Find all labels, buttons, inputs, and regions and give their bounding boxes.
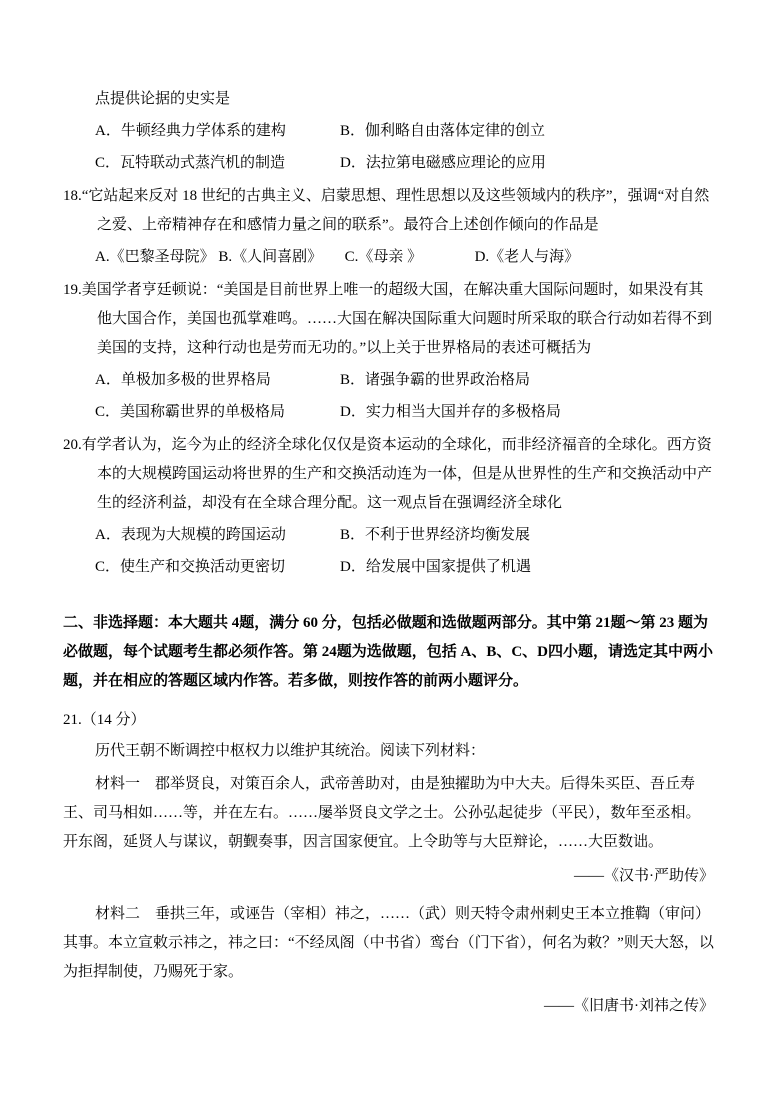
question-18-text: “它站起来反对 18 世纪的古典主义、启蒙思想、理性思想以及这些领域内的秩序”，强调“对自然之爱、上帝精神存在和感情力量之间的联系”。最符合上述创作倾向的作品是 — [81, 188, 710, 233]
question-18-number: 18. — [63, 188, 82, 204]
option-17-b: B．伽利略自由落体定律的创立 — [340, 123, 546, 139]
question-19-options-row-2 — [63, 398, 714, 427]
question-20-options-row-2 — [63, 553, 714, 582]
question-21-intro: 历代王朝不断调控中枢权力以维护其统治。阅读下列材料： — [95, 743, 486, 759]
question-21-material-2: 材料二 垂拱三年，或诬告（宰相）祎之，……（武）则天特令肃州刺史王本立推鞫（审问）其事。本立宣敕示祎之，祎之曰：“不经凤阁（中书省）鸾台（门下省），何名为敕？”则天大怒，以为拒捍制使，乃赐死于家。 — [63, 906, 714, 980]
question-20-options-row-1 — [63, 521, 714, 550]
question-21-material-1: 材料一 郡举贤良，对策百余人，武帝善助对，由是独擢助为中大夫。后得朱买臣、吾丘寿王、司马相如……等，并在左右。……屡举贤良文学之士。公孙弘起徒步（平民），数年至丞相。开东阁，延贤人与谋议，朝觐奏事，因言国家便宜。上令助等与大臣辩论，……大臣数诎。 — [63, 776, 701, 850]
question-18-options: A.《巴黎圣母院》 B.《人间喜剧》 C.《母亲 》 D.《老人与海》 — [95, 249, 580, 265]
question-21-source-2: ——《旧唐书·刘祎之传》 — [544, 998, 714, 1014]
question-19 — [63, 276, 714, 363]
option-17-a: A．牛顿经典力学体系的建构 — [95, 123, 286, 139]
question-19-number: 19. — [63, 282, 82, 298]
option-17-d: D．法拉第电磁感应理论的应用 — [340, 155, 546, 171]
question-21-number-line — [63, 706, 714, 735]
option-19-a: A．单极加多极的世界格局 — [95, 372, 271, 388]
question-20 — [63, 431, 714, 518]
option-19-d: D．实力相当大国并存的多极格局 — [340, 404, 561, 420]
option-20-c: C．使生产和交换活动更密切 — [95, 559, 286, 575]
option-19-c: C．美国称霸世界的单极格局 — [95, 404, 286, 420]
section-2-header: 二、非选择题：本大题共 4题，满分 60 分，包括必做题和选做题两部分。其中第 21题～第 23 题为必做题，每个试题考生都必须作答。第 24题为选做题，包括 A、B、C、D四小题，请选定其中两小题，并在相应的答题区域内作答。若多做，则按作答的前两小题评分。 — [63, 615, 714, 689]
question-17-stem-tail: 点提供论据的史实是 — [95, 91, 231, 107]
option-20-d: D．给发展中国家提供了机遇 — [340, 559, 531, 575]
question-18 — [63, 182, 714, 240]
question-21-source-1: ——《汉书·严助传》 — [574, 868, 714, 884]
option-20-a: A．表现为大规模的跨国运动 — [95, 527, 286, 543]
question-20-text: 有学者认为，迄今为止的经济全球化仅仅是资本运动的全球化，而非经济福音的全球化。西方资本的大规模跨国运动将世界的生产和交换活动连为一体，但是从世界性的生产和交换活动中产生的经济利益，却没有在全球合理分配。这一观点旨在强调经济全球化 — [81, 437, 713, 511]
option-19-b: B．诸强争霸的世界政治格局 — [340, 372, 531, 388]
question-20-number: 20. — [63, 437, 82, 453]
question-21-score: （14 分） — [81, 712, 146, 728]
option-17-c: C．瓦特联动式蒸汽机的制造 — [95, 155, 286, 171]
question-17-options-row-2 — [63, 149, 714, 178]
question-19-options-row-1 — [63, 366, 714, 395]
question-21-number: 21. — [63, 712, 82, 728]
question-17-options-row-1 — [63, 117, 714, 146]
option-20-b: B．不利于世界经济均衡发展 — [340, 527, 531, 543]
question-19-text: 美国学者亨廷顿说：“美国是目前世界上唯一的超级大国，在解决重大国际问题时，如果没有其他大国合作，美国也孤掌难鸣。……大国在解决国际重大问题时所采取的联合行动如若得不到美国的支持，这种行动也是劳而无功的。”以上关于世界格局的表述可概括为 — [81, 282, 713, 356]
